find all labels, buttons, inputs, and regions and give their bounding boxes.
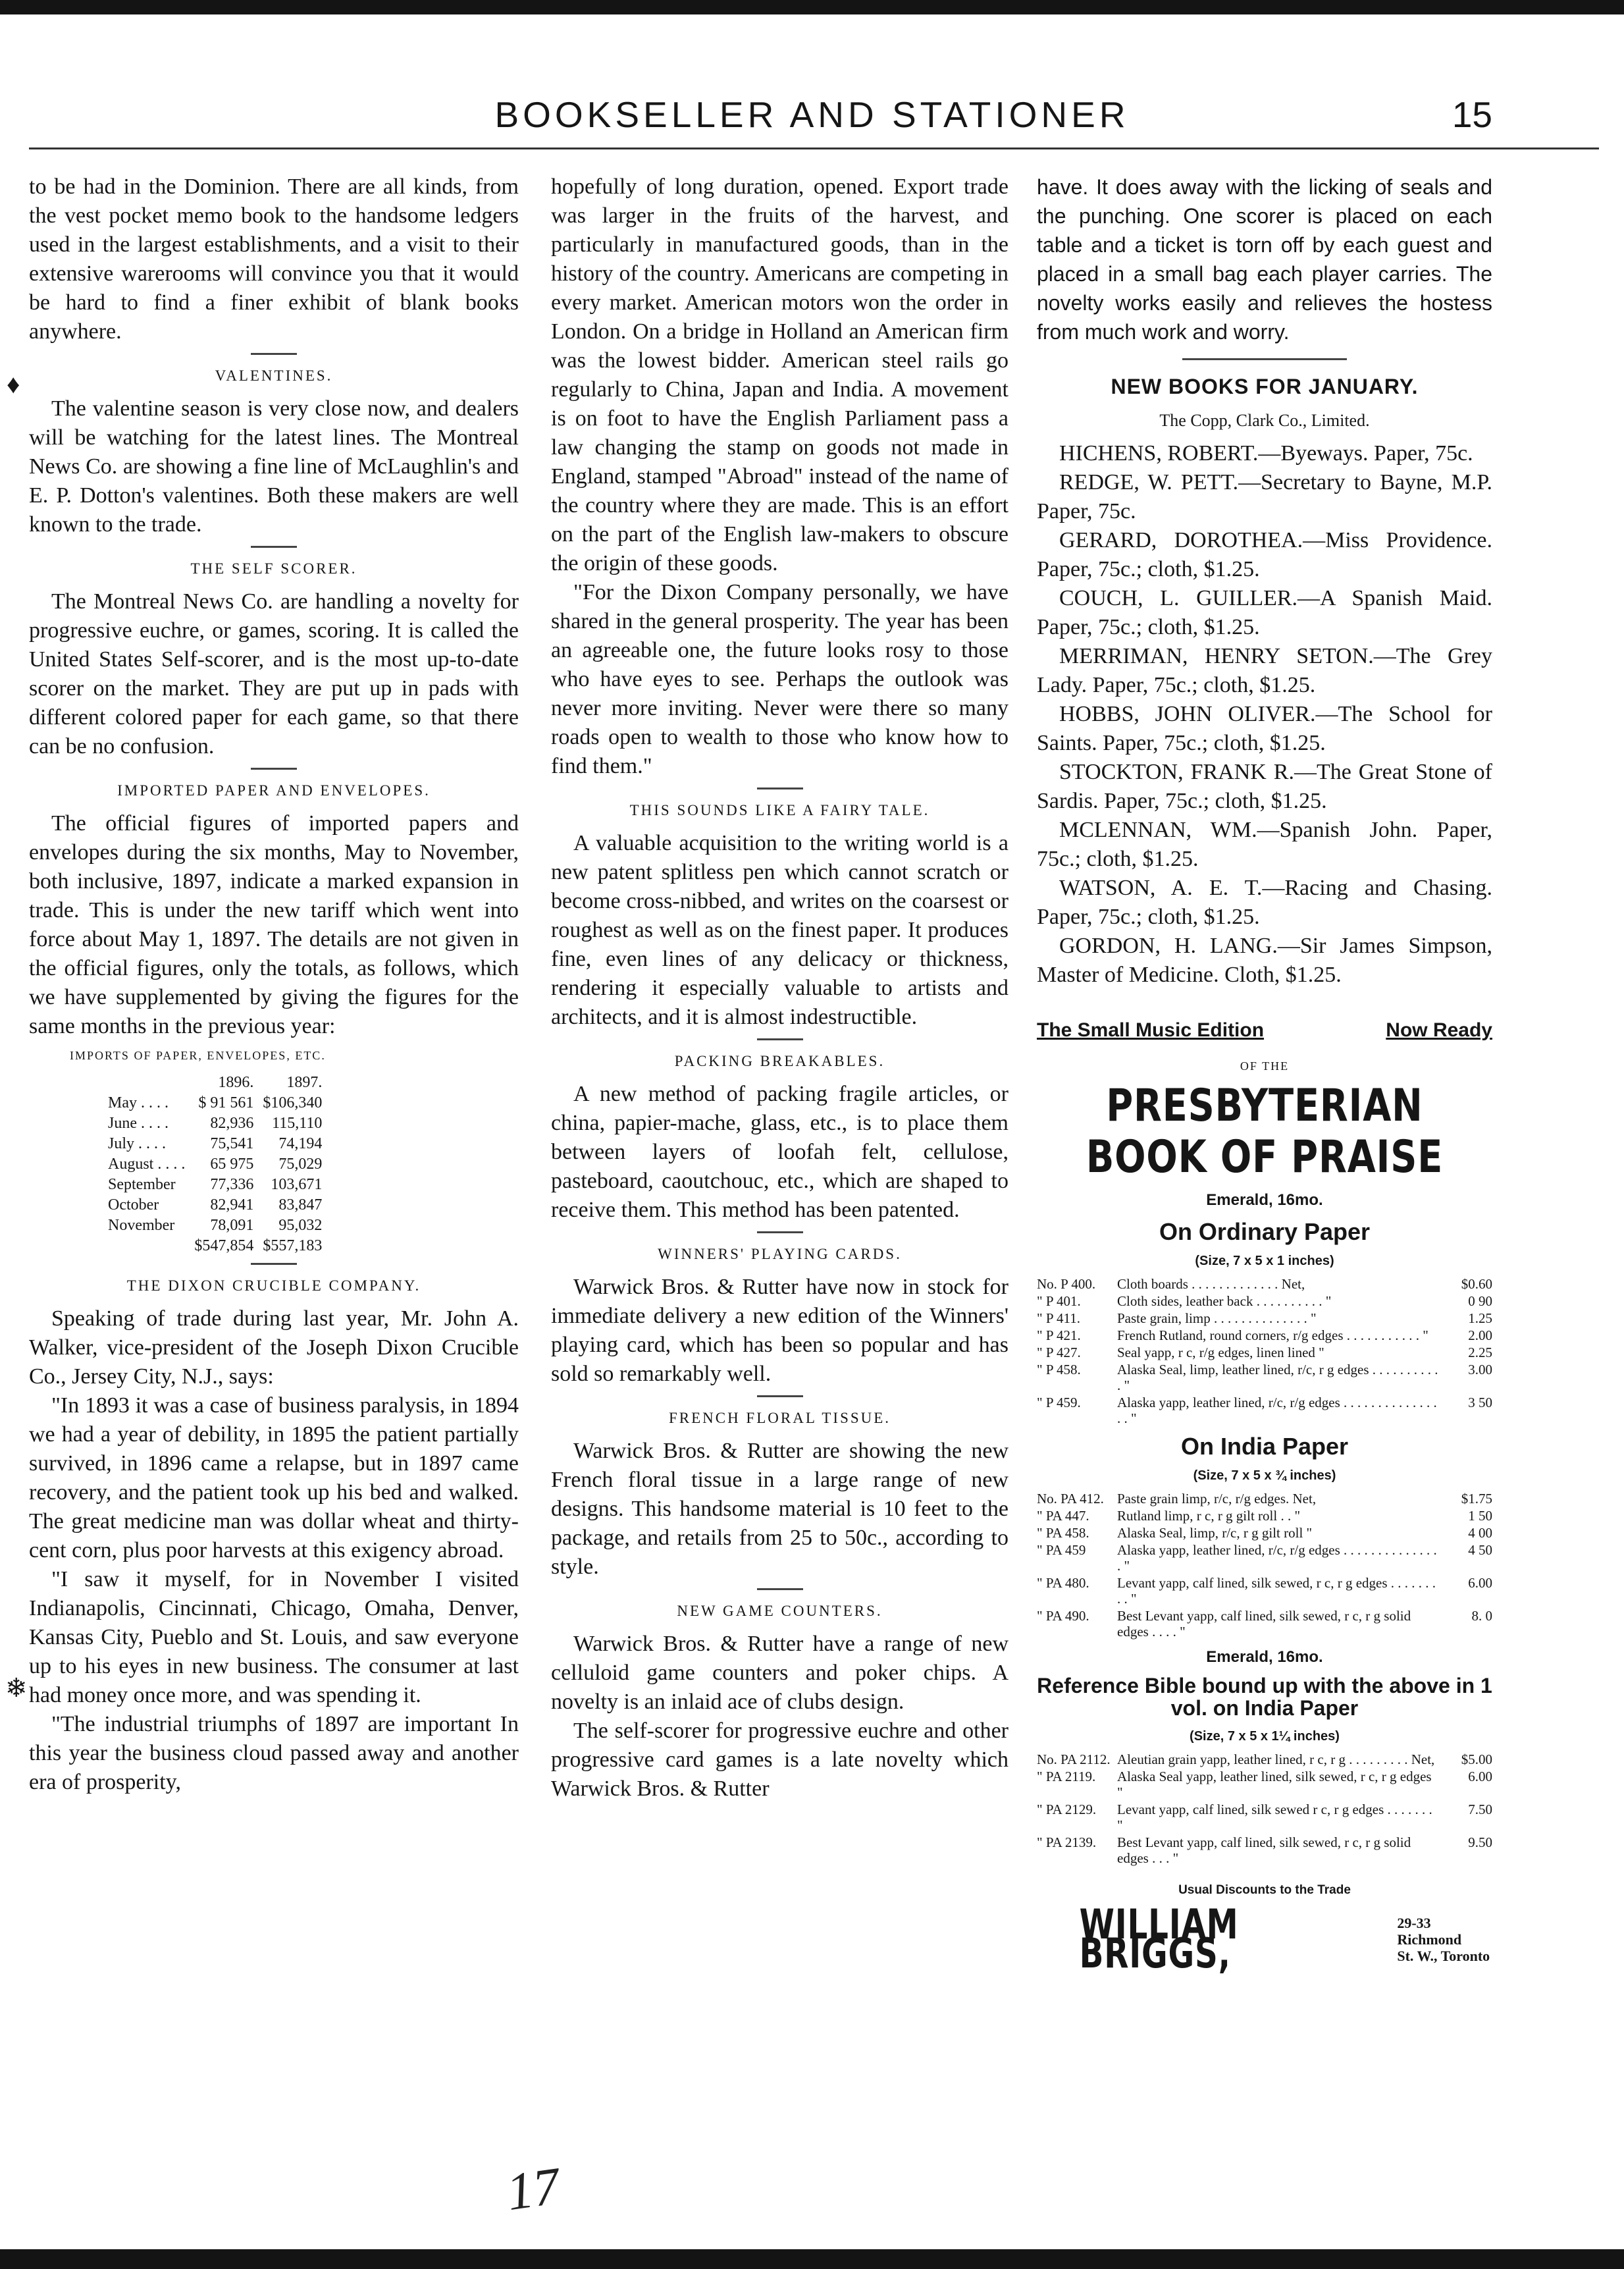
book-listing: WATSON, A. E. T.—Racing and Chasing. Paper, 75c.; cloth, $1.25. <box>1037 876 1492 929</box>
list-item: " PA 458. Alaska Seal, limp, r/c, r g gilt roll " 4 00 <box>1037 1525 1492 1541</box>
section-divider <box>251 353 297 355</box>
table-cell: 78,091 <box>210 1217 254 1234</box>
table-cell: October <box>108 1196 159 1214</box>
ordinary-price-list <box>1037 1275 1492 1427</box>
table-cell: November <box>108 1217 175 1234</box>
column-3 <box>1037 173 1492 1977</box>
winners-heading: WINNERS' PLAYING CARDS. <box>658 1246 902 1262</box>
continued-paragraph: have. It does away with the licking of seals and the punching. One scorer is placed on each table and a ticket is torn off by each guest and placed in a small bag each player carries. The novelty works easily and relieves the hostess from much work and worry. <box>1037 175 1492 344</box>
list-item: " P 401. Cloth sides, leather back . . . . . . . . . . " 0 90 <box>1037 1293 1492 1309</box>
section-divider <box>251 1263 297 1265</box>
table-cell: 75,541 <box>210 1135 254 1152</box>
section-divider <box>1182 358 1347 360</box>
list-item: " P 411. Paste grain, limp . . . . . . . . . . . . . . " 1.25 <box>1037 1310 1492 1326</box>
table-row <box>108 1154 331 1175</box>
table-cell: 95,032 <box>278 1217 323 1234</box>
self-scorer-paragraph: The Montreal News Co. are handling a novelty for progressive euchre, or games, scoring. It is called the United States Self-scorer, and is the most up-to-date scorer on the market. They are put up in pads with different colored paper for each game, so that there can be no confusion. <box>29 589 519 759</box>
table-cell: August . . . . <box>108 1156 186 1173</box>
packing-heading: PACKING BREAKABLES. <box>674 1053 885 1069</box>
book-listing: HOBBS, JOHN OLIVER.—The School for Saints. Paper, 75c.; cloth, $1.25. <box>1037 702 1492 755</box>
table-cell: $ 91 561 <box>198 1094 254 1111</box>
table-cell: 75,029 <box>278 1156 323 1173</box>
small-music-edition-label: The Small Music Edition <box>1037 1019 1265 1041</box>
dixon-paragraph: Speaking of trade during last year, Mr. John A. Walker, vice-president of the Joseph Dixon Crucible Co., Jersey City, N.J., says: <box>29 1306 519 1389</box>
section-divider <box>251 768 297 770</box>
table-row <box>108 1175 331 1195</box>
page-header <box>0 92 1624 151</box>
table-cell: 82,941 <box>210 1196 254 1214</box>
table-total-row <box>108 1236 331 1256</box>
table-cell: 77,336 <box>210 1176 254 1193</box>
list-item: No. PA 412. Paste grain limp, r/c, r/g edges. Net, $1.75 <box>1037 1491 1492 1507</box>
book-listing: REDGE, W. PETT.—Secretary to Bayne, M.P. Paper, 75c. <box>1037 470 1492 523</box>
table-row <box>108 1195 331 1215</box>
book-listing: GERARD, DOROTHEA.—Miss Providence. Paper, 75c.; cloth, $1.25. <box>1037 528 1492 581</box>
table-row <box>108 1093 331 1113</box>
valentines-heading: VALENTINES. <box>215 367 333 384</box>
list-item: " PA 447. Rutland limp, r c, r g gilt roll . . " 1 50 <box>1037 1508 1492 1524</box>
list-item: " PA 2129. Levant yapp, calf lined, silk sewed r c, r g edges . . . . . . . " 7.50 <box>1037 1802 1492 1833</box>
table-cell: 103,671 <box>271 1176 323 1193</box>
ad-title-line1: PRESBYTERIAN <box>1106 1080 1423 1132</box>
top-border-bar <box>0 0 1624 14</box>
imported-heading: IMPORTED PAPER AND ENVELOPES. <box>117 782 431 799</box>
section-divider <box>757 787 803 789</box>
table-row <box>108 1215 331 1236</box>
publisher-name: WILLIAM BRIGGS, <box>1079 1900 1239 1977</box>
book-listing: STOCKTON, FRANK R.—The Great Stone of Sardis. Paper, 75c.; cloth, $1.25. <box>1037 760 1492 813</box>
list-item: " PA 2139. Best Levant yapp, calf lined, silk sewed, r c, r g solid edges . . . " 9.50 <box>1037 1834 1492 1866</box>
bottom-border-bar <box>0 2249 1624 2269</box>
list-item: " PA 459 Alaska yapp, leather lined, r/c, r/g edges . . . . . . . . . . . . . . . " 4 50 <box>1037 1542 1492 1574</box>
india-price-list <box>1037 1490 1492 1640</box>
self-scorer-paragraph: The self-scorer for progressive euchre and other progressive card games is a late novelty which Warwick Bros. & Rutter <box>551 1719 1008 1801</box>
book-listing: MERRIMAN, HENRY SETON.—The Grey Lady. Paper, 75c.; cloth, $1.25. <box>1037 644 1492 697</box>
self-scorer-heading: THE SELF SCORER. <box>190 560 357 577</box>
winners-paragraph: Warwick Bros. & Rutter have now in stock for immediate delivery a new edition of the Winners' playing card, which has been so popular and has sold so remarkably well. <box>551 1275 1008 1386</box>
list-item: " P 459. Alaska yapp, leather lined, r/c, r/g edges . . . . . . . . . . . . . . . . " 3 50 <box>1037 1395 1492 1426</box>
french-tissue-heading: FRENCH FLORAL TISSUE. <box>668 1410 891 1426</box>
table-cell: $557,183 <box>263 1237 323 1254</box>
table-cell: $547,854 <box>194 1237 254 1254</box>
reference-price-list <box>1037 1751 1492 1867</box>
list-item: " PA 490. Best Levant yapp, calf lined, silk sewed, r c, r g solid edges . . . . " 8. 0 <box>1037 1608 1492 1640</box>
header-rule <box>29 147 1599 149</box>
fairy-tale-heading: THIS SOUNDS LIKE A FAIRY TALE. <box>629 802 930 818</box>
handwritten-annotation: 17 <box>503 2156 563 2222</box>
ad-title-line2: BOOK OF PRAISE <box>1086 1131 1444 1183</box>
now-ready-label: Now Ready <box>1386 1019 1492 1041</box>
publisher-line: The Copp, Clark Co., Limited. <box>1159 411 1370 430</box>
dixon-paragraph: "I saw it myself, for in November I visited Indianapolis, Cincinnati, Chicago, Omaha, Denver, Kansas City, Pueblo and St. Louis, and saw everyone up to his eyes in new business. The consumer at last had money once more, and was spending it. <box>29 1567 519 1707</box>
running-title: BOOKSELLER AND STATIONER <box>494 94 1130 135</box>
ad-top-row <box>1037 1016 1492 1045</box>
section-divider <box>757 1231 803 1233</box>
book-listing: HICHENS, ROBERT.—Byeways. Paper, 75c. <box>1059 441 1473 466</box>
dixon-quote-paragraph: "For the Dixon Company personally, we have shared in the general prosperity. The year has been an agreeable one, the future looks rosy to those who have eyes to see. Perhaps the outlook was never more inviting. Never were there so many roads open to wealth to those who know how to find them." <box>551 580 1008 778</box>
india-size-note: (Size, 7 x 5 x ¾ inches) <box>1193 1468 1336 1483</box>
table-cell: May . . . . <box>108 1094 169 1111</box>
packing-paragraph: A new method of packing fragile articles, or china, papier-mache, glass, etc., is to place them between layers of loofah felt, cellulose, pasteboard, caoutchouc, etc., which are shaped to receive them. This method has been patented. <box>551 1082 1008 1222</box>
french-tissue-paragraph: Warwick Bros. & Rutter are showing the new French floral tissue in a large range of new designs. This handsome material is 10 feet to the package, and retails from 25 to 50c., according to style. <box>551 1439 1008 1579</box>
dixon-heading: THE DIXON CRUCIBLE COMPANY. <box>126 1277 421 1294</box>
game-counters-heading: NEW GAME COUNTERS. <box>677 1603 883 1619</box>
ordinary-paper-heading: On Ordinary Paper <box>1159 1218 1371 1245</box>
table-row <box>108 1113 331 1134</box>
emerald-label: Emerald, 16mo. <box>1206 1648 1323 1666</box>
list-item: " P 421. French Rutland, round corners, r/g edges . . . . . . . . . . . " 2.00 <box>1037 1327 1492 1343</box>
dixon-paragraph: "The industrial triumphs of 1897 are important In this year the business cloud passed away and another era of prosperity, <box>29 1712 519 1794</box>
table-cell: 74,194 <box>278 1135 323 1152</box>
list-item: " P 427. Seal yapp, r c, r/g edges, linen lined " 2.25 <box>1037 1345 1492 1360</box>
table-cell: $106,340 <box>263 1094 323 1111</box>
section-divider <box>251 546 297 548</box>
valentines-paragraph: The valentine season is very close now, and dealers will be watching for the latest lines. The Montreal News Co. are showing a fine line of McLaughlin's and E. P. Dotton's valentines. Both these makers are well known to the trade. <box>29 396 519 537</box>
book-of-praise-advertisement <box>1037 1016 1492 1977</box>
section-divider <box>757 1038 803 1040</box>
table-cell: 115,110 <box>272 1115 323 1132</box>
book-listing: MCLENNAN, WM.—Spanish John. Paper, 75c.; cloth, $1.25. <box>1037 818 1492 871</box>
fairy-tale-paragraph: A valuable acquisition to the writing world is a new patent splitless pen which cannot scratch or become cross-nibbed, and writes on the coarsest or roughest as well as on the finest paper. It produces fine, even lines of any delicacy or thickness, rendering it especially valuable to artists and architects, and it is almost indestructible. <box>551 831 1008 1029</box>
list-item: " PA 2119. Alaska Seal yapp, leather lined, silk sewed, r c, r g edges " 6.00 <box>1037 1769 1492 1800</box>
publisher-address: 29-33 Richmond St. W., Toronto <box>1397 1914 1490 1964</box>
book-listing: COUCH, L. GUILLER.—A Spanish Maid. Paper, 75c.; cloth, $1.25. <box>1037 586 1492 639</box>
table-cell: 1896. <box>218 1074 254 1091</box>
section-divider <box>757 1395 803 1397</box>
table-cell: 83,847 <box>278 1196 323 1214</box>
column-2 <box>551 173 1008 1803</box>
table-row <box>108 1134 331 1154</box>
table-cell: 1897. <box>286 1074 323 1091</box>
imports-table-caption: IMPORTS OF PAPER, ENVELOPES, ETC. <box>70 1049 326 1062</box>
section-divider <box>757 1588 803 1590</box>
publisher-imprint <box>1037 1900 1492 1977</box>
reference-size-note: (Size, 7 x 5 x 1¼ inches) <box>1190 1729 1340 1744</box>
continued-paragraph: hopefully of long duration, opened. Export trade was larger in the fruits of the harvest, and particularly in manufactured goods, than in the history of the country. Americans are competing in every market. American motors won the order in London. On a bridge in Holland an American firm was the lowest bidder. American steel rails go regularly to China, Japan and India. A movement is on foot to have the English Parliament pass a law changing the stamp on goods not made in England, stamped "Abroad" instead of the name of the country where they are made. This is an effort on the part of the English law-makers to obscure the origin of these goods. <box>551 174 1008 575</box>
table-cell: 65 975 <box>210 1156 254 1173</box>
book-listing: GORDON, H. LANG.—Sir James Simpson, Master of Medicine. Cloth, $1.25. <box>1037 934 1492 987</box>
table-cell: September <box>108 1176 176 1193</box>
list-item: No. P 400. Cloth boards . . . . . . . . . . . . . Net, $0.60 <box>1037 1276 1492 1292</box>
table-cell: July . . . . <box>108 1135 167 1152</box>
ordinary-size-note: (Size, 7 x 5 x 1 inches) <box>1195 1254 1334 1268</box>
dixon-paragraph: "In 1893 it was a case of business paralysis, in 1894 we had a year of debility, in 1895 the patient partially survived, in 1896 came a relapse, but in 1897 came recovery, and the patient took up his bed and walked. The great medicine man was dollar wheat and thirty-cent corn, plus poor harvests at this exigency abroad. <box>29 1393 519 1562</box>
margin-mark-icon: ♦ <box>7 369 20 399</box>
trade-discount-note: Usual Discounts to the Trade <box>1178 1883 1351 1897</box>
new-books-heading: NEW BOOKS FOR JANUARY. <box>1111 375 1419 398</box>
table-cell: 82,936 <box>210 1115 254 1132</box>
table-header-row <box>108 1073 331 1093</box>
india-paper-heading: On India Paper <box>1180 1433 1349 1460</box>
list-item: No. PA 2112. Aleutian grain yapp, leather lined, r c, r g . . . . . . . . . Net, $5.00 <box>1037 1751 1492 1767</box>
page-number: 15 <box>1452 94 1492 135</box>
reference-bible-heading: Reference Bible bound up with the above in 1 vol. on India Paper <box>1037 1674 1492 1720</box>
imported-paragraph: The official figures of imported papers and envelopes during the six months, May to November, both inclusive, 1897, indicate a marked expansion in trade. This is under the new tariff which went into force about May 1, 1897. The details are not given in the official figures, only the totals, as follows, which we have supplemented by giving the figures for the same months in the previous year: <box>29 811 519 1038</box>
list-item: " PA 480. Levant yapp, calf lined, silk sewed, r c, r g edges . . . . . . . . . " 6.00 <box>1037 1575 1492 1607</box>
imports-table <box>108 1073 331 1256</box>
intro-paragraph: to be had in the Dominion. There are all kinds, from the vest pocket memo book to the handsome ledgers used in the largest establishments, and a visit to their extensive warerooms will convince you that it would be hard to find a finer exhibit of blank books anywhere. <box>29 174 519 344</box>
table-cell: June . . . . <box>108 1115 169 1132</box>
margin-mark-icon: ❄ <box>5 1673 28 1703</box>
of-the-label: OF THE <box>1240 1059 1290 1073</box>
emerald-label: Emerald, 16mo. <box>1206 1191 1323 1209</box>
list-item: " P 458. Alaska Seal, limp, leather lined, r/c, r g edges . . . . . . . . . . . " 3.00 <box>1037 1362 1492 1393</box>
table-cell <box>108 1073 194 1093</box>
column-1 <box>29 173 519 1797</box>
game-counters-paragraph: Warwick Bros. & Rutter have a range of new celluloid game counters and poker chips. A novelty is an inlaid ace of clubs design. <box>551 1632 1008 1714</box>
